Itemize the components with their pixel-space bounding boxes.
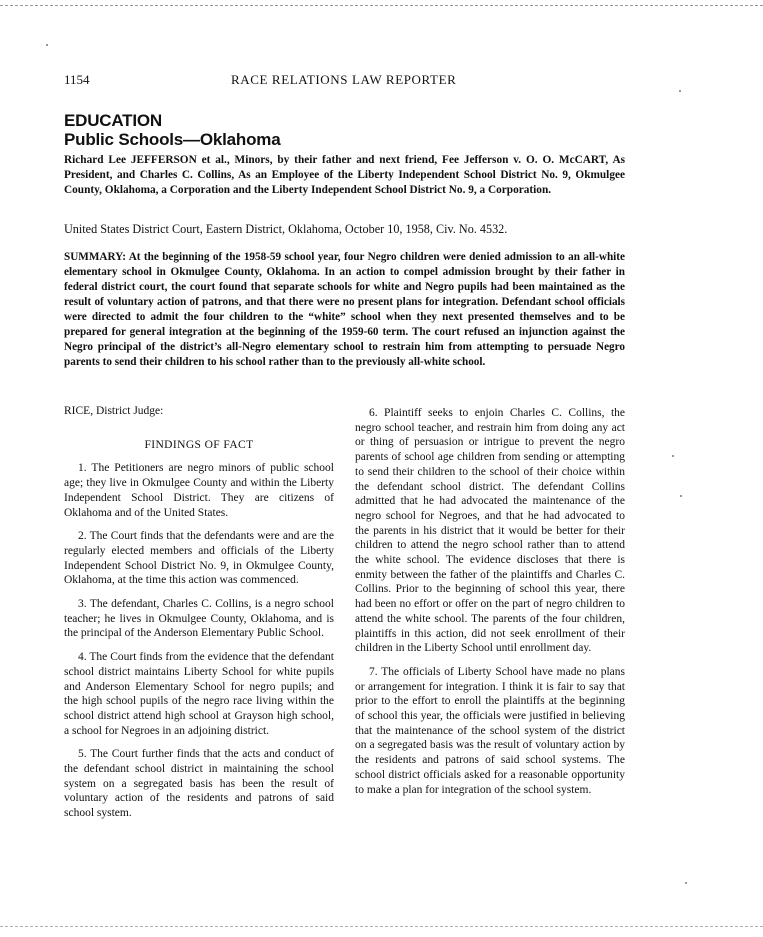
finding-paragraph-2: 2. The Court finds that the defendants were and are the regularly elected members and officials of the Liberty Independent School District No. 9, in Okmulgee County, Oklahoma, at the time this action was commenced.: [64, 530, 334, 587]
finding-paragraph-1: 1. The Petitioners are negro minors of public school age; they live in Okmulgee County and within the Liberty Independent School District. They are citizens of Oklahoma and of the United States.: [64, 462, 334, 519]
finding-paragraph-6: 6. Plaintiff seeks to enjoin Charles C. Collins, the negro school teacher, and restrain him from doing any act or thing of persuasion or intrigue to prevent the negro parents of school age children from sending or attempting to send their children to the school of their choice within the defendant school district. The defendant Collins admitted that he had advocated the maintenance of the negro school for Negroes, and that he had advocated to the parents in his district that it would be better for their children to attend the negro school rather than to attend the white school. The evidence discloses that there is enmity between the father of the plaintiffs and Charles C. Collins. Prior to the beginning of school this year, there had been no effort or offer on the part of negro children to attend the white school. The parents of the four children, plaintiffs in this action, did not seek enrollment of their children in the Liberty School until enrollment day.: [355, 407, 625, 655]
finding-paragraph-3: 3. The defendant, Charles C. Collins, is a negro school teacher; he lives in Okmulgee County, Oklahoma, and is the principal of the Anderson Elementary Public School.: [64, 598, 334, 640]
finding-paragraph-5: 5. The Court further finds that the acts and conduct of the defendant school district in maintaining the school system on a segregated basis has been the result of voluntary action of the residents and patrons of said school system.: [64, 748, 334, 820]
top-scan-rule: [0, 5, 763, 6]
scan-speck: [680, 495, 682, 497]
opinion-right-column: [355, 404, 625, 806]
section-title: EDUCATION: [64, 111, 162, 130]
scan-speck: [685, 882, 687, 884]
running-title: RACE RELATIONS LAW REPORTER: [231, 72, 457, 87]
finding-paragraph-7: 7. The officials of Liberty School have made no plans or arrangement for integration. I think it is fair to say that prior to the effort to enroll the plaintiffs at the beginning of school this year, the officials were justified in believing that the maintenance of the school system of the district on a segregated basis was the result of voluntary action by the residents and patrons of said school systems. The school district officials asked for a reasonable opportunity to make a plan for integration of the school system.: [355, 665, 625, 796]
finding-paragraph-4: 4. The Court finds from the evidence that the defendant school district maintains Liberty School for white pupils and Anderson Elementary School for negro pupils; and the high school pupils of the negro race living within the school district attend high school at Grayson high school, a school for Negroes in an adjoining district.: [64, 651, 334, 737]
scan-speck: [46, 44, 48, 46]
scan-speck: [672, 455, 674, 457]
case-summary: SUMMARY: At the beginning of the 1958-59 school year, four Negro children were denied admission to an all-white elementary school in Okmulgee County, Oklahoma. In an action to compel admission brought by their father in federal district court, the court found that separate schools for white and Negro pupils had been maintained as the result of voluntary action of patrons, and that there were no present plans for integration. Defendant school officials were directed to admit the four children to the “white” school when they next presented themselves and to be prepared for general integration at the beginning of the 1959-60 term. The court refused an injunction against the Negro principal of the district’s all-Negro elementary school to restrain him from attempting to persuade Negro parents to send their children to his school rather than to the previously all-white school.: [64, 251, 625, 368]
judge-line: RICE, District Judge:: [64, 405, 164, 417]
findings-heading: FINDINGS OF FACT: [144, 438, 254, 451]
opinion-left-column: [64, 404, 334, 830]
scan-speck: [679, 90, 681, 92]
court-citation: United States District Court, Eastern District, Oklahoma, October 10, 1958, Civ. No. 4532.: [64, 222, 508, 236]
page-number: 1154: [64, 72, 90, 87]
case-caption: Richard Lee JEFFERSON et al., Minors, by their father and next friend, Fee Jefferson v. O. O. McCART, As President, and Charles C. Collins, As an Employee of the Liberty Independent School District No. 9, Okmulgee County, Oklahoma, a Corporation and the Liberty Independent School District No. 9, a Corporation.: [64, 154, 625, 196]
bottom-scan-rule: [0, 926, 763, 927]
section-subtitle: Public Schools—Oklahoma: [64, 130, 281, 149]
